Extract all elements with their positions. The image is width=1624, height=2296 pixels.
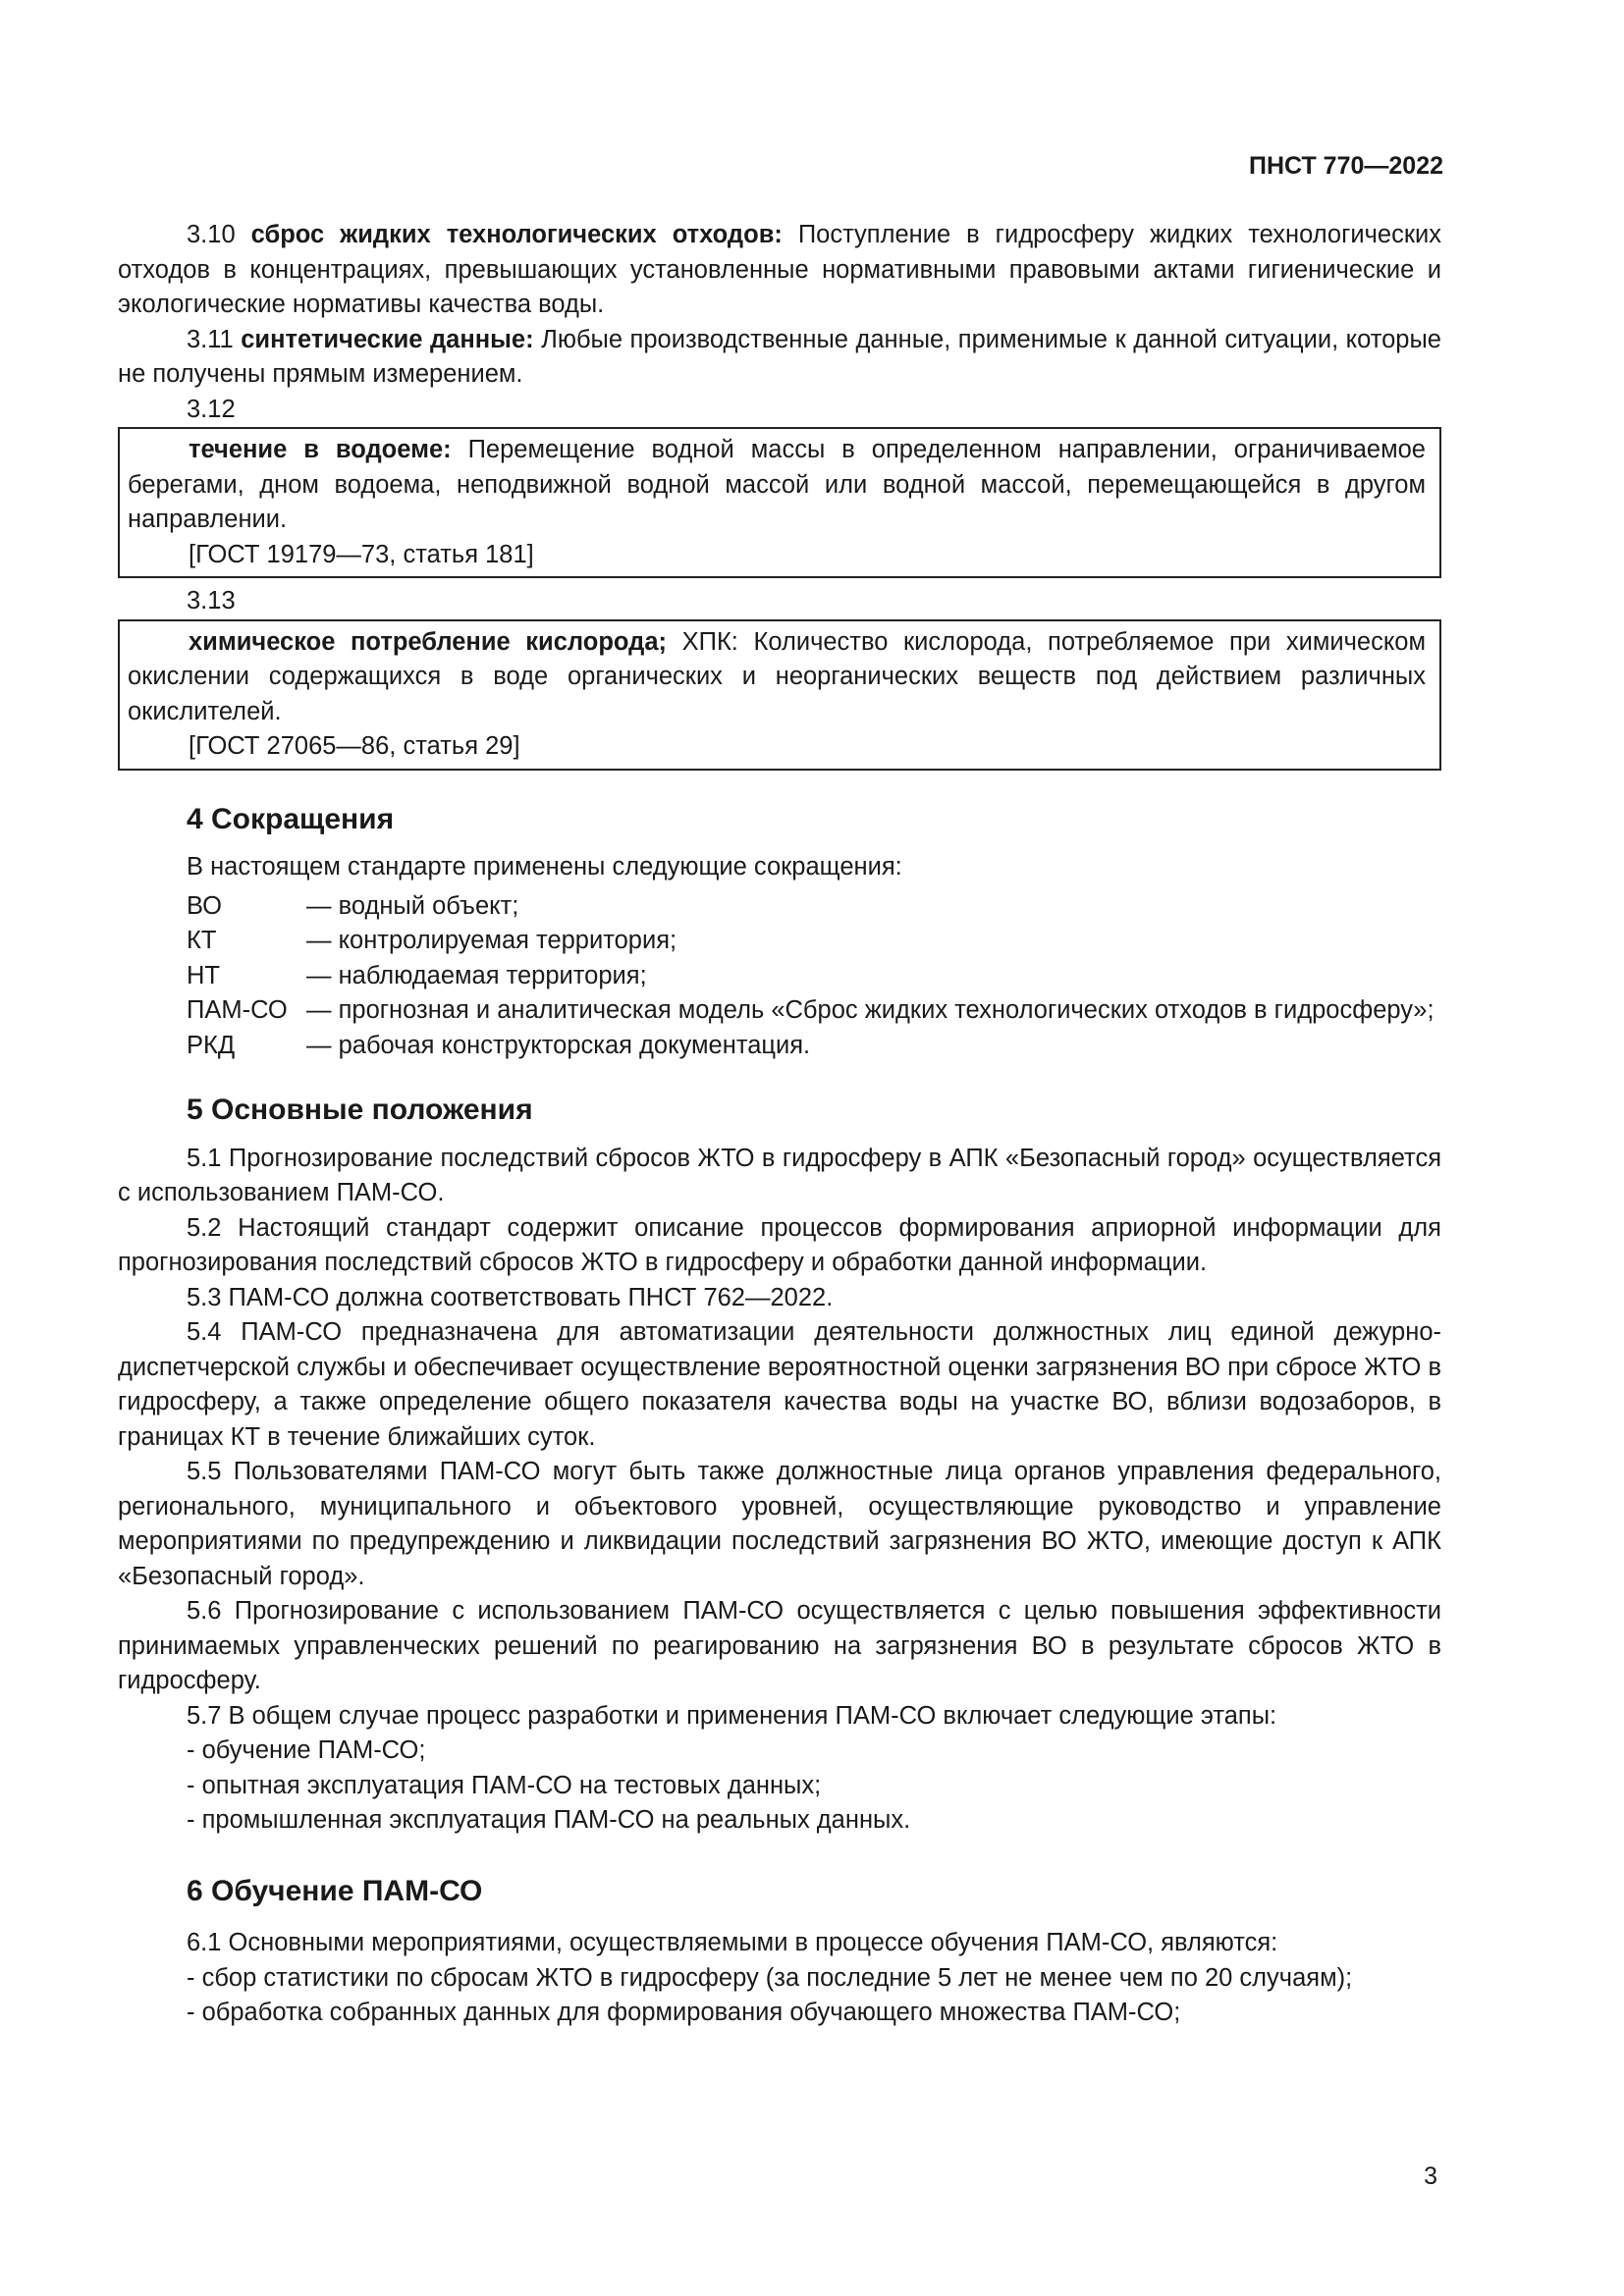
abbreviation-item (118, 993, 1441, 1029)
list-item: - промышленная эксплуатация ПАМ-СО на реальных данных. (187, 1806, 911, 1834)
abbreviation: ПАМ-СО (187, 996, 288, 1024)
abbreviation-definition: — контролируемая территория; (306, 927, 677, 954)
abbreviation-definition: — рабочая конструкторская документация. (306, 1031, 811, 1059)
boxed-term-3-12 (118, 427, 1441, 578)
abbreviation-item (118, 924, 1441, 959)
abbreviation-definition: — прогнозная и аналитическая модель «Сброс жидких технологических отходов в гидросферу»; (306, 996, 1435, 1024)
paragraph-6-1: 6.1 Основными мероприятиями, осуществляемыми в процессе обучения ПАМ-СО, являются: (187, 1929, 1278, 1956)
paragraph-5-3: 5.3 ПАМ-СО должна соответствовать ПНСТ 762—2022. (187, 1283, 834, 1311)
abbreviation-definition: — водный объект; (306, 891, 519, 920)
term-definition: ХПК: Количество кислорода, потребляемое при химическом окислении содержащихся в воде органических и неорганических веществ под действием различных окислителей. (128, 627, 1426, 725)
term-name: химическое потребление кислорода; (189, 627, 668, 656)
term-text (128, 625, 1426, 730)
abbreviation-list (118, 889, 1441, 1064)
list-item: - сбор статистики по сбросам ЖТО в гидросферу (за последние 5 лет не менее чем по 20 случаям); (187, 1963, 1353, 1992)
abbreviation-item (118, 889, 1441, 925)
term-definition: Перемещение водной массы в определенном направлении, ограничиваемое берегами, дном водоема, неподвижной водной массой или водной массой, перемещающейся в другом направлении. (128, 436, 1426, 533)
term-definition: Поступление в гидросферу жидких технологических отходов в концентрациях, превышающих установленные нормативными правовыми актами гигиенические и экологические нормативы качества воды. (118, 221, 1441, 318)
paragraph-5-1: 5.1 Прогнозирование последствий сбросов ЖТО в гидросферу в АПК «Безопасный город» осуществляется с использованием ПАМ-СО. (118, 1144, 1441, 1206)
list-item: - опытная эксплуатация ПАМ-СО на тестовых данных; (187, 1771, 822, 1799)
abbreviation-definition: — наблюдаемая территория; (306, 961, 647, 989)
abbreviation-item (118, 959, 1441, 994)
term-number: 3.13 (187, 587, 236, 614)
list-item: - обучение ПАМ-СО; (187, 1736, 426, 1764)
abbreviation: ВО (187, 891, 222, 920)
paragraph-5-7: 5.7 В общем случае процесс разработки и применения ПАМ-СО включает следующие этапы: (187, 1701, 1277, 1730)
document-code: ПНСТ 770—2022 (1249, 152, 1443, 180)
section-5-heading: 5 Основные положения (187, 1094, 533, 1126)
paragraph-5-5: 5.5 Пользователями ПАМ-СО могут быть также должностные лица органов управления федерального, регионального, муниципального и объектового уровней, осуществляющие руководство и управление мероприятиями по предупреждению и ликвидации последствий загрязнения ВО ЖТО, имеющие доступ к АПК «Безопасный город». (118, 1458, 1441, 1590)
list-item: - обработка собранных данных для формирования обучающего множества ПАМ-СО; (187, 1999, 1181, 2026)
term-3-10 (118, 218, 1441, 323)
term-definition: Любые производственные данные, применимые к данной ситуации, которые не получены прямым измерением. (118, 325, 1441, 388)
term-text (128, 433, 1426, 538)
section-4-heading: 4 Сокращения (187, 802, 395, 835)
term-name: течение в водоеме: (189, 436, 452, 463)
term-source: [ГОСТ 27065—86, статья 29] (189, 732, 520, 760)
abbreviation: КТ (187, 927, 217, 954)
page-content (118, 218, 1441, 2031)
term-number: 3.10 (187, 221, 236, 248)
page-number: 3 (1424, 2163, 1437, 2190)
paragraph-5-6: 5.6 Прогнозирование с использованием ПАМ-СО осуществляется с целью повышения эффективности принимаемых управленческих решений по реагированию на загрязнения ВО в результате сбросов ЖТО в гидросферу. (118, 1597, 1441, 1694)
term-number: 3.12 (187, 395, 236, 423)
abbreviation: НТ (187, 961, 220, 989)
abbreviation: РКД (187, 1031, 236, 1059)
section-4-intro: В настоящем стандарте применены следующие сокращения: (187, 853, 902, 881)
term-number: 3.11 (187, 325, 234, 353)
paragraph-5-4: 5.4 ПАМ-СО предназначена для автоматизации деятельности должностных лиц единой дежурно-диспетчерской службы и обеспечивает осуществление вероятностной оценки загрязнения ВО при сбросе ЖТО в гидросферу, а также определение общего показателя качества воды на участке ВО, вблизи водозаборов, в границах КТ в течение ближайших суток. (118, 1318, 1441, 1451)
section-6-heading: 6 Обучение ПАМ-СО (187, 1874, 483, 1907)
term-name: сброс жидких технологических отходов: (250, 221, 783, 248)
term-source: [ГОСТ 19179—73, статья 181] (189, 540, 534, 568)
term-name: синтетические данные: (241, 325, 534, 353)
paragraph-5-2: 5.2 Настоящий стандарт содержит описание процессов формирования априорной информации для прогнозирования последствий сбросов ЖТО в гидросферу и обработки данной информации. (118, 1213, 1441, 1276)
abbreviation-item (118, 1029, 1441, 1064)
boxed-term-3-13 (118, 619, 1441, 771)
term-3-11 (118, 323, 1441, 393)
